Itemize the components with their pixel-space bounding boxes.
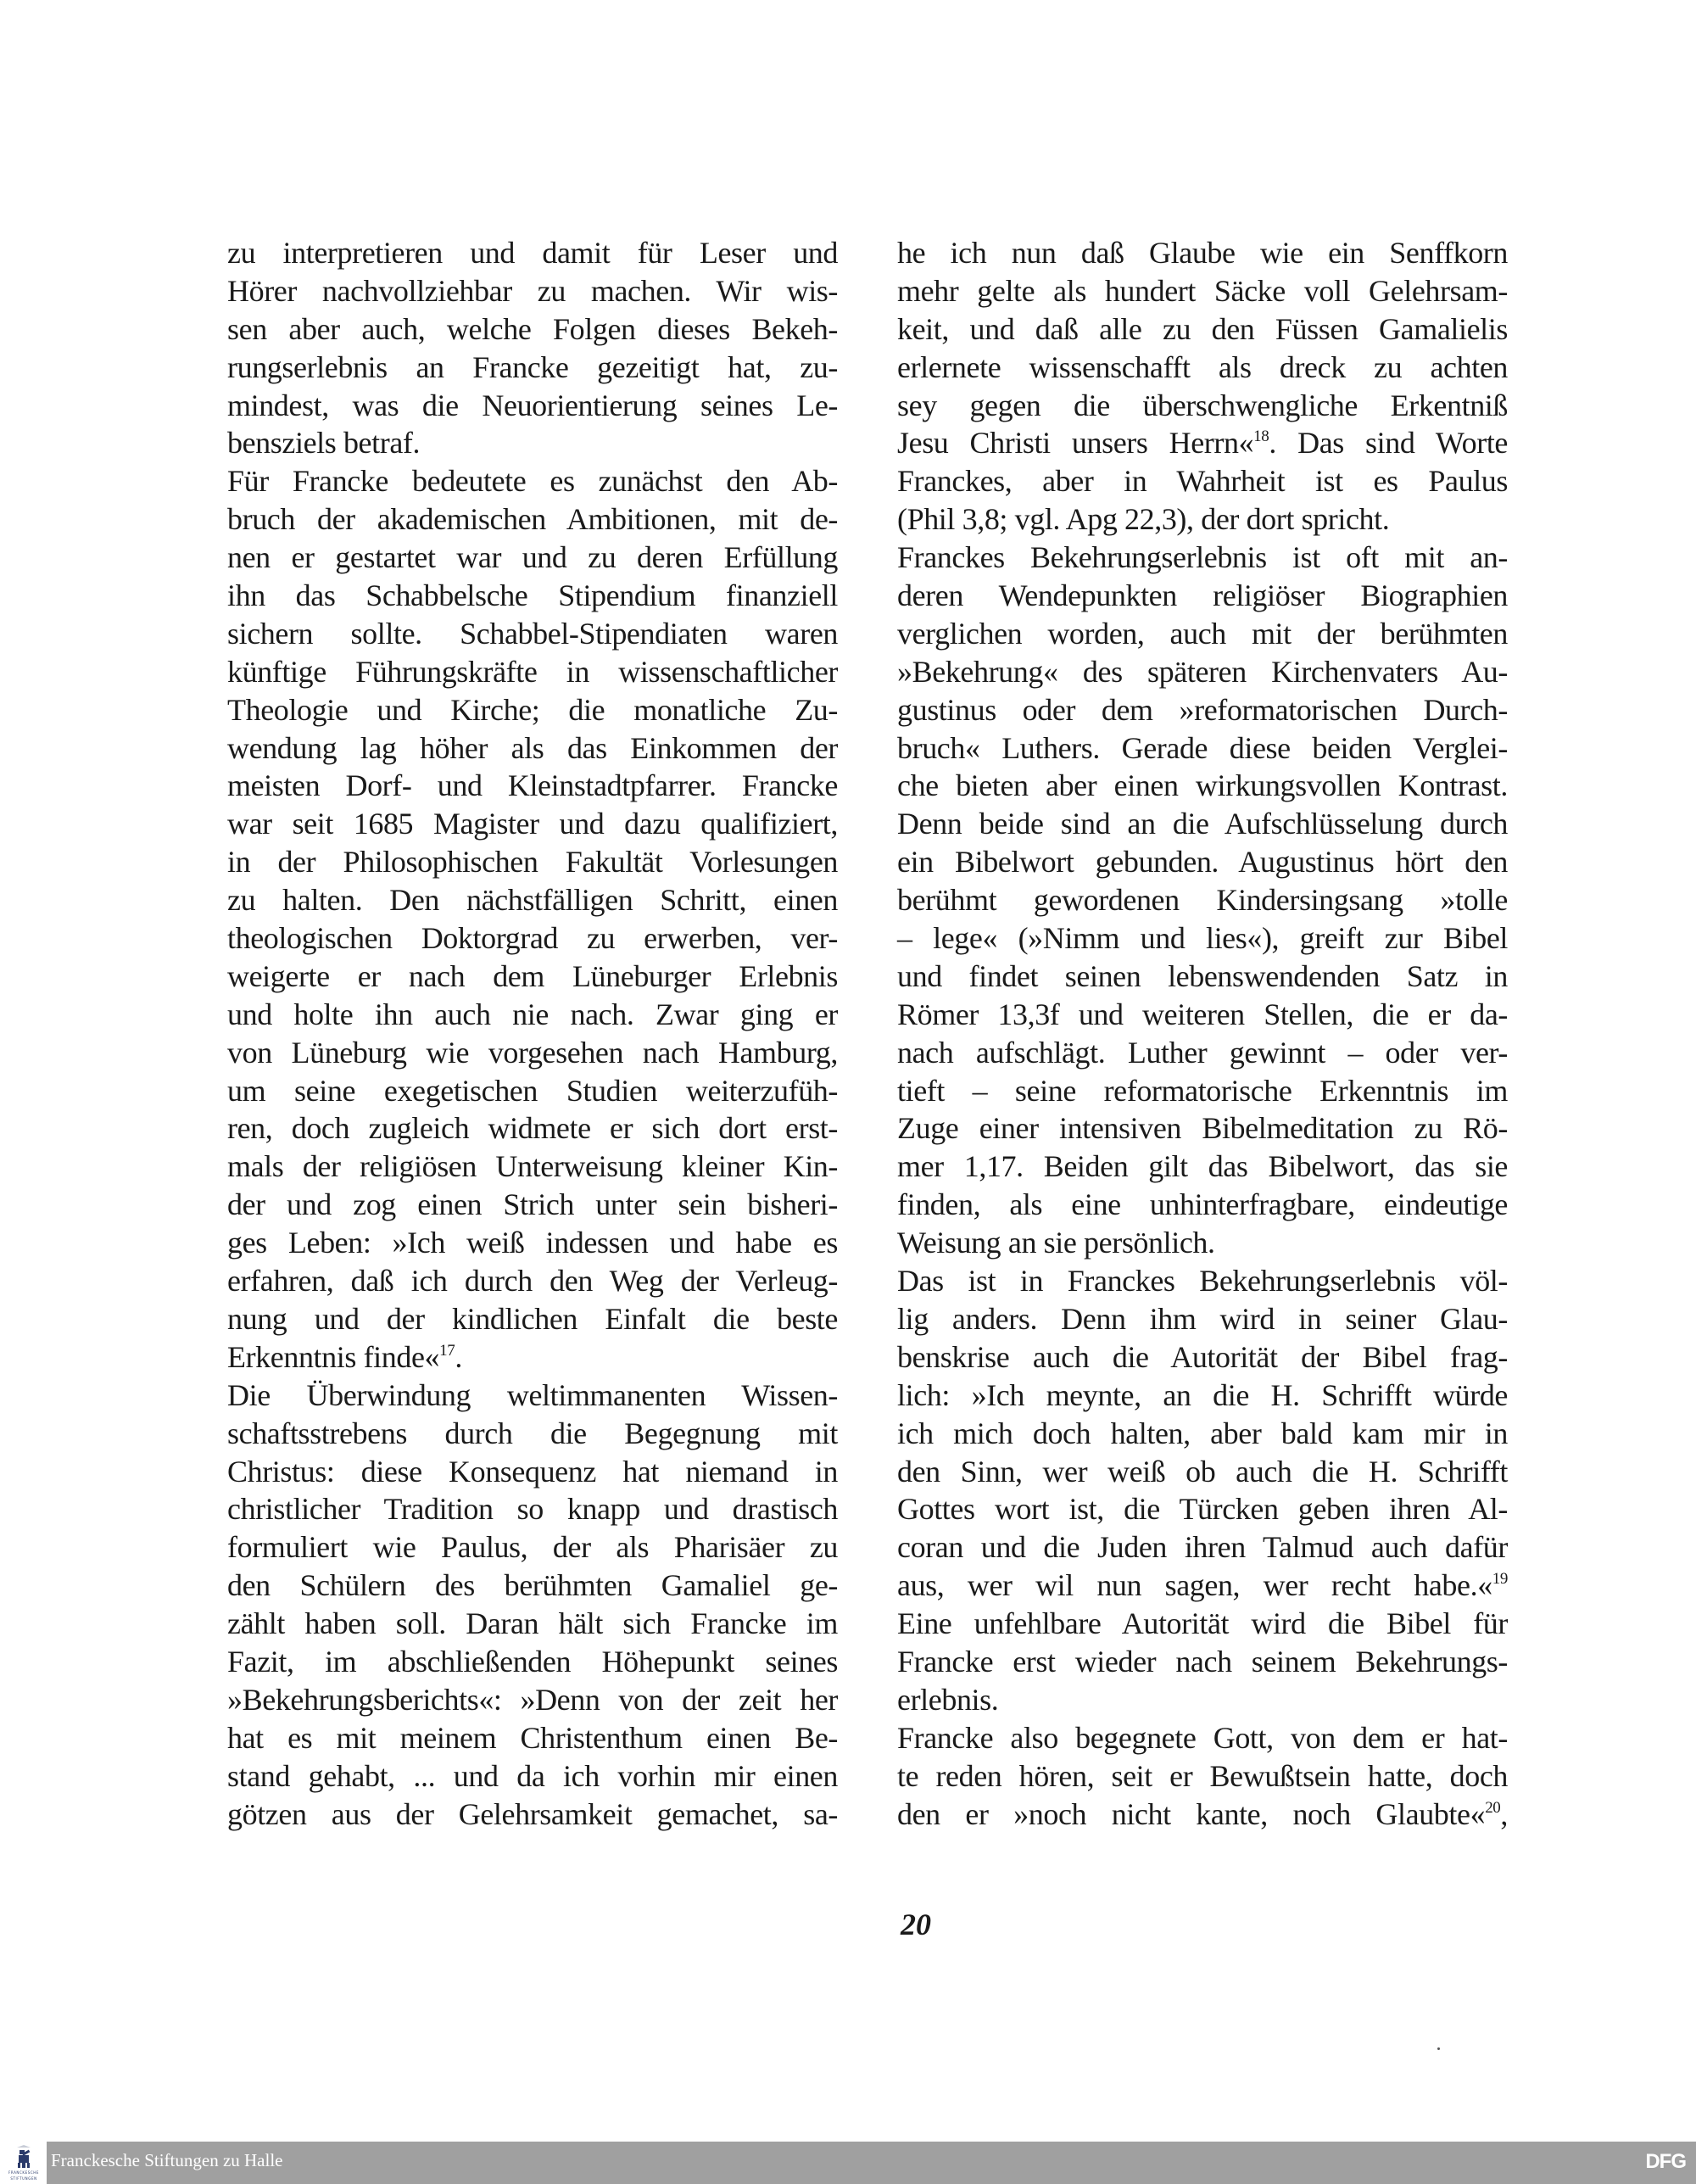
text-line xyxy=(227,1681,838,1719)
text-line xyxy=(897,1681,1508,1719)
text-line xyxy=(227,1490,838,1528)
line-text: erlebnis. xyxy=(897,1682,999,1717)
line-text: tieft – seine reformatorische Erkenntnis im xyxy=(897,1073,1508,1108)
text-line xyxy=(227,1757,838,1796)
building-figure-icon xyxy=(2,2144,46,2170)
line-text: sen aber auch, welche Folgen dieses Bekeh- xyxy=(227,311,838,346)
text-line xyxy=(227,500,838,539)
text-line xyxy=(897,1338,1508,1377)
right-text-column xyxy=(897,234,1508,1833)
text-line xyxy=(897,1796,1508,1834)
text-line xyxy=(227,1605,838,1643)
footer-bar xyxy=(47,2142,1696,2184)
text-line xyxy=(227,1262,838,1300)
line-text-continuation: , xyxy=(1500,1796,1508,1831)
line-text: Franckes Bekehrungserlebnis ist oft mit an- xyxy=(897,540,1508,575)
footnote-marker: 19 xyxy=(1492,1570,1508,1589)
line-text: rungserlebnis an Francke gezeitigt hat, zu- xyxy=(227,349,838,384)
line-text: Christus: diese Konsequenz hat niemand in xyxy=(227,1454,838,1489)
text-line xyxy=(897,729,1508,768)
line-text: ren, doch zugleich widmete er sich dort erst- xyxy=(227,1111,838,1146)
line-text: zu halten. Den nächstfälligen Schritt, einen xyxy=(227,883,838,918)
text-line xyxy=(227,1415,838,1453)
line-text: den Sinn, wer weiß ob auch die H. Schrifft xyxy=(897,1454,1508,1489)
line-text: berühmt gewordenen Kindersingsang »tolle xyxy=(897,883,1508,918)
line-text: formuliert wie Paulus, der als Pharisäer zu xyxy=(227,1530,838,1565)
text-line xyxy=(897,1415,1508,1453)
text-line xyxy=(227,1186,838,1224)
text-line xyxy=(227,1072,838,1110)
text-line xyxy=(897,462,1508,500)
line-text: Zuge einer intensiven Bibelmeditation zu Rö- xyxy=(897,1111,1508,1146)
footnote-marker: 20 xyxy=(1485,1798,1501,1817)
text-line xyxy=(897,272,1508,310)
line-text: Francke erst wieder nach seinem Bekehrungs- xyxy=(897,1644,1508,1678)
line-text: um seine exegetischen Studien weiterzufüh- xyxy=(227,1073,838,1108)
line-text-continuation: . Das sind Worte xyxy=(1269,426,1508,461)
line-text: Fazit, im abschließenden Höhepunkt seines xyxy=(227,1644,838,1678)
text-line xyxy=(897,1186,1508,1224)
text-line xyxy=(227,729,838,768)
text-line xyxy=(227,424,838,462)
line-text: christlicher Tradition so knapp und drastisch xyxy=(227,1492,838,1527)
text-line xyxy=(897,1567,1508,1605)
text-line xyxy=(897,805,1508,843)
logo-text-line1: FRANCKESCHE xyxy=(8,2170,40,2175)
line-text: coran und die Juden ihren Talmud auch dafür xyxy=(897,1530,1508,1565)
line-text: keit, und daß alle zu den Füssen Gamalielis xyxy=(897,311,1508,346)
line-text: Für Francke bedeutete es zunächst den Ab- xyxy=(227,464,838,499)
line-text: und findet seinen lebenswendenden Satz in xyxy=(897,958,1508,993)
text-line xyxy=(227,1453,838,1491)
left-text-column xyxy=(227,234,838,1833)
line-text: von Lüneburg wie vorgesehen nach Hamburg, xyxy=(227,1035,838,1070)
text-line xyxy=(897,1148,1508,1186)
line-text: den Schülern des berühmten Gamaliel ge- xyxy=(227,1568,838,1603)
line-text: künftige Führungskräfte in wissenschaftlicher xyxy=(227,654,838,689)
text-line xyxy=(897,1757,1508,1796)
line-text: war seit 1685 Magister und dazu qualifiziert, xyxy=(227,807,838,841)
text-line xyxy=(897,234,1508,272)
text-line xyxy=(227,1034,838,1072)
text-line xyxy=(897,1034,1508,1072)
page-number: 20 xyxy=(901,1908,931,1941)
line-text: Denn beide sind an die Aufschlüsselung durch xyxy=(897,807,1508,841)
line-text: erfahren, daß ich durch den Weg der Verleug- xyxy=(227,1264,838,1299)
text-line xyxy=(897,500,1508,539)
text-line xyxy=(227,615,838,653)
text-line xyxy=(227,577,838,615)
line-text: Das ist in Franckes Bekehrungserlebnis völ- xyxy=(897,1264,1508,1299)
line-text: verglichen worden, auch mit der berühmten xyxy=(897,616,1508,651)
line-text: bruch der akademischen Ambitionen, mit de- xyxy=(227,502,838,537)
text-line xyxy=(227,1148,838,1186)
text-line xyxy=(897,1262,1508,1300)
line-text: ihn das Schabbelsche Stipendium finanziell xyxy=(227,578,838,613)
line-text: Hörer nachvollziehbar zu machen. Wir wis- xyxy=(227,273,838,308)
line-text: Eine unfehlbare Autorität wird die Bibel für xyxy=(897,1606,1508,1641)
line-text: Erkenntnis finde« xyxy=(227,1339,440,1374)
text-line xyxy=(897,310,1508,349)
text-line xyxy=(897,1224,1508,1262)
text-line xyxy=(227,653,838,691)
line-text: gustinus oder dem »reformatorischen Durch- xyxy=(897,692,1508,727)
text-line xyxy=(897,1643,1508,1681)
line-text: mehr gelte als hundert Säcke voll Gelehrsam- xyxy=(897,273,1508,308)
text-line xyxy=(897,767,1508,805)
line-text: Jesu Christi unsers Herrn« xyxy=(897,426,1254,461)
footnote-marker: 18 xyxy=(1253,427,1269,446)
text-line xyxy=(227,1109,838,1148)
franckesche-stiftungen-logo xyxy=(2,2144,46,2183)
line-text: aus, wer wil nun sagen, wer recht habe.« xyxy=(897,1568,1492,1603)
text-line xyxy=(227,1719,838,1757)
line-text: stand gehabt, ... und da ich vorhin mir einen xyxy=(227,1758,838,1793)
footnote-marker: 17 xyxy=(439,1341,455,1360)
text-line xyxy=(897,349,1508,387)
line-text: sichern sollte. Schabbel-Stipendiaten waren xyxy=(227,616,838,651)
line-text: che bieten aber einen wirkungsvollen Kontrast. xyxy=(897,768,1508,803)
text-line xyxy=(227,234,838,272)
line-text: he ich nun daß Glaube wie ein Senffkorn xyxy=(897,236,1508,270)
line-text: und holte ihn auch nie nach. Zwar ging er xyxy=(227,997,838,1031)
text-line xyxy=(897,881,1508,919)
text-line xyxy=(897,919,1508,958)
text-line xyxy=(897,539,1508,577)
line-text: Francke also begegnete Gott, von dem er hat- xyxy=(897,1720,1508,1755)
line-text: nen er gestartet war und zu deren Erfüllung xyxy=(227,540,838,575)
line-text: wendung lag höher als das Einkommen der xyxy=(227,730,838,765)
line-text: mer 1,17. Beiden gilt das Bibelwort, das sie xyxy=(897,1149,1508,1184)
line-text: götzen aus der Gelehrsamkeit gemachet, sa- xyxy=(227,1796,838,1831)
line-text: bruch« Luthers. Gerade diese beiden Verglei- xyxy=(897,730,1508,765)
text-line xyxy=(227,881,838,919)
text-line xyxy=(227,843,838,881)
line-text: hat es mit meinem Christenthum einen Be- xyxy=(227,1720,838,1755)
line-text: Römer 13,3f und weiteren Stellen, die er da- xyxy=(897,997,1508,1031)
text-line xyxy=(897,1109,1508,1148)
text-line xyxy=(227,1300,838,1338)
line-text: lig anders. Denn ihm wird in seiner Glau- xyxy=(897,1301,1508,1336)
line-text: zu interpretieren und damit für Leser und xyxy=(227,236,838,270)
line-text: meisten Dorf- und Kleinstadtpfarrer. Francke xyxy=(227,768,838,803)
line-text: sey gegen die überschwengliche Erkentniß xyxy=(897,388,1508,422)
text-line xyxy=(897,843,1508,881)
line-text: ges Leben: »Ich weiß indessen und habe es xyxy=(227,1226,838,1260)
text-line xyxy=(227,691,838,729)
text-line xyxy=(897,958,1508,996)
text-line xyxy=(227,1796,838,1834)
text-line xyxy=(227,310,838,349)
line-text: te reden hören, seit er Bewußtsein hatte, doch xyxy=(897,1758,1508,1793)
text-line xyxy=(227,1338,838,1377)
line-text: in der Philosophischen Fakultät Vorlesungen xyxy=(227,845,838,880)
text-line xyxy=(227,996,838,1034)
text-line xyxy=(227,462,838,500)
line-text: bensziels betraf. xyxy=(227,426,421,461)
line-text: ich mich doch halten, aber bald kam mir in xyxy=(897,1416,1508,1450)
line-text: ein Bibelwort gebunden. Augustinus hört den xyxy=(897,845,1508,880)
line-text: weigerte er nach dem Lüneburger Erlebnis xyxy=(227,958,838,993)
text-line xyxy=(227,1567,838,1605)
text-line xyxy=(897,691,1508,729)
text-line xyxy=(897,577,1508,615)
text-line xyxy=(227,1643,838,1681)
line-text: deren Wendepunkten religiöser Biographien xyxy=(897,578,1508,613)
line-text: schaftsstrebens durch die Begegnung mit xyxy=(227,1416,838,1450)
text-line xyxy=(227,958,838,996)
text-line xyxy=(227,387,838,425)
text-line xyxy=(227,272,838,310)
text-line xyxy=(897,1453,1508,1491)
line-text: Weisung an sie persönlich. xyxy=(897,1226,1215,1260)
text-line xyxy=(227,805,838,843)
line-text: erlernete wissenschafft als dreck zu achten xyxy=(897,349,1508,384)
line-text: mals der religiösen Unterweisung kleiner Kin- xyxy=(227,1149,838,1184)
text-line xyxy=(897,1377,1508,1415)
line-text: benskrise auch die Autorität der Bibel frag- xyxy=(897,1339,1508,1374)
text-line xyxy=(897,996,1508,1034)
text-line xyxy=(227,1528,838,1567)
line-text: – lege« (»Nimm und lies«), greift zur Bibel xyxy=(897,921,1508,956)
line-text: finden, als eine unhinterfragbare, eindeutige xyxy=(897,1187,1508,1222)
text-line xyxy=(897,424,1508,462)
line-text: mindest, was die Neuorientierung seines Le- xyxy=(227,388,838,422)
footer-institution-name: Franckesche Stiftungen zu Halle xyxy=(51,2150,283,2170)
line-text: nung und der kindlichen Einfalt die beste xyxy=(227,1301,838,1336)
line-text: »Bekehrungsberichts«: »Denn von der zeit her xyxy=(227,1682,838,1717)
text-line xyxy=(897,615,1508,653)
scan-speck xyxy=(1437,2047,1440,2050)
text-line xyxy=(227,349,838,387)
line-text: (Phil 3,8; vgl. Apg 22,3), der dort spricht. xyxy=(897,502,1390,537)
text-line xyxy=(897,1719,1508,1757)
text-line xyxy=(897,1072,1508,1110)
text-line xyxy=(227,767,838,805)
line-text: lich: »Ich meynte, an die H. Schrifft würde xyxy=(897,1377,1508,1412)
line-text: Die Überwindung weltimmanenten Wissen- xyxy=(227,1377,838,1412)
logo-text-line2: STIFTUNGEN xyxy=(10,2176,37,2181)
text-line xyxy=(897,1300,1508,1338)
line-text: zählt haben soll. Daran hält sich Francke im xyxy=(227,1606,838,1641)
text-line xyxy=(227,539,838,577)
line-text: den er »noch nicht kante, noch Glaubte« xyxy=(897,1796,1486,1831)
text-line xyxy=(227,1377,838,1415)
line-text: Gottes wort ist, die Türcken geben ihren Al- xyxy=(897,1492,1508,1527)
text-line xyxy=(227,919,838,958)
line-text: »Bekehrung« des späteren Kirchenvaters Au- xyxy=(897,654,1508,689)
text-line xyxy=(897,1528,1508,1567)
line-text: Theologie und Kirche; die monatliche Zu- xyxy=(227,692,838,727)
text-line xyxy=(897,653,1508,691)
text-line xyxy=(897,387,1508,425)
dfg-logo: DFG xyxy=(1645,2150,1686,2173)
line-text: Franckes, aber in Wahrheit ist es Paulus xyxy=(897,464,1508,499)
line-text: theologischen Doktorgrad zu erwerben, ver- xyxy=(227,921,838,956)
text-line xyxy=(227,1224,838,1262)
text-line xyxy=(897,1490,1508,1528)
line-text: nach aufschlägt. Luther gewinnt – oder ver- xyxy=(897,1035,1508,1070)
line-text-continuation: . xyxy=(455,1339,462,1374)
line-text: der und zog einen Strich unter sein bisheri- xyxy=(227,1187,838,1222)
text-line xyxy=(897,1605,1508,1643)
